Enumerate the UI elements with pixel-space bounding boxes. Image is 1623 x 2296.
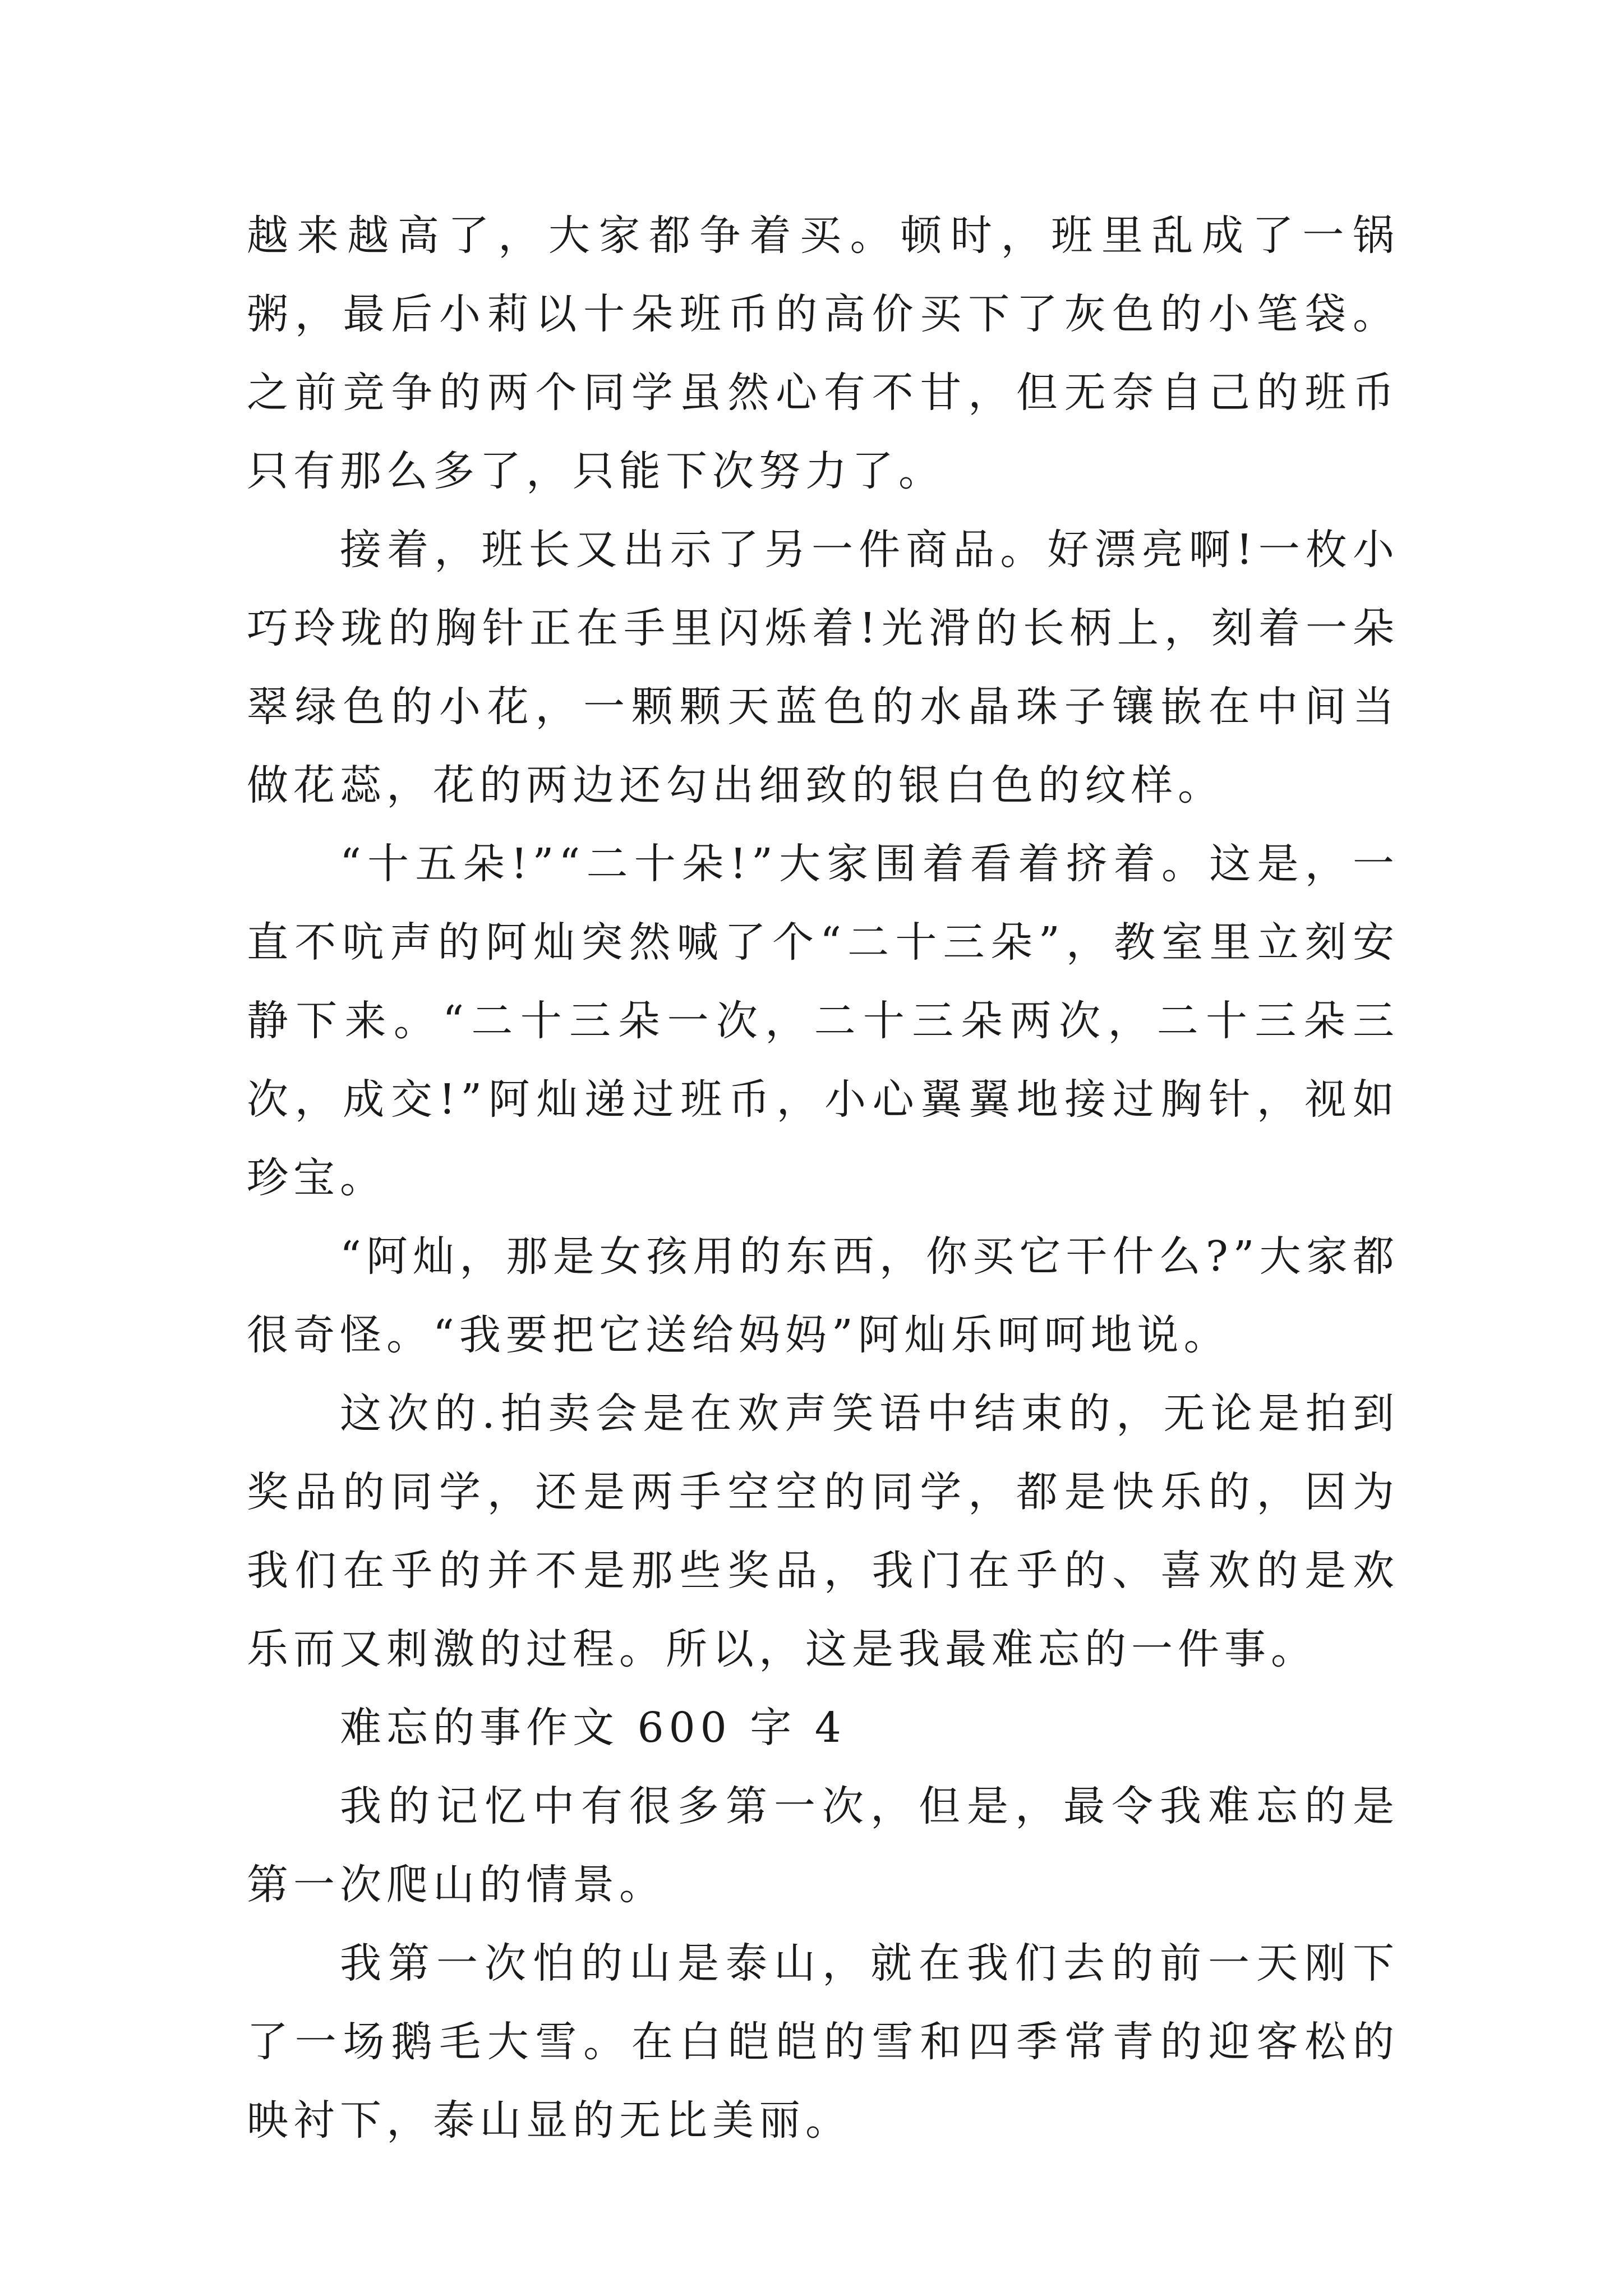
paragraph-memory: 我的记忆中有很多第一次，但是，最令我难忘的是第一次爬山的情景。 bbox=[247, 1782, 1399, 1909]
document-body bbox=[247, 196, 1399, 2160]
paragraph-conclusion: 这次的.拍卖会是在欢声笑语中结束的，无论是拍到奖品的同学，还是两手空空的同学，都是快乐的，因为我们在乎的并不是那些奖品，我门在乎的、喜欢的是欢乐而又刺激的过程。所以，这是我最难忘的一件事。 bbox=[247, 1389, 1399, 1673]
paragraph-acan: “阿灿，那是女孩用的东西，你买它干什么?”大家都很奇怪。“我要把它送给妈妈”阿灿乐呵呵地说。 bbox=[247, 1232, 1399, 1359]
paragraph-brooch: 接着，班长又出示了另一件商品。好漂亮啊!一枚小巧玲珑的胸针正在手里闪烁着!光滑的长柄上，刻着一朵翠绿色的小花，一颗颗天蓝色的水晶珠子镶嵌在中间当做花蕊，花的两边还勾出细致的银白色的纹样。 bbox=[247, 526, 1399, 809]
paragraph-taishan: 我第一次怕的山是泰山，就在我们去的前一天刚下了一场鹅毛大雪。在白皑皑的雪和四季常青的迎客松的映衬下，泰山显的无比美丽。 bbox=[247, 1939, 1399, 2145]
paragraph-continued: 越来越高了，大家都争着买。顿时，班里乱成了一锅粥，最后小莉以十朵班币的高价买下了灰色的小笔袋。之前竞争的两个同学虽然心有不甘，但无奈自己的班币只有那么多了，只能下次努力了。 bbox=[247, 211, 1399, 495]
paragraph-bidding: “十五朵!”“二十朵!”大家围着看着挤着。这是，一直不吭声的阿灿突然喊了个“二十三朵”，教室里立刻安静下来。“二十三朵一次，二十三朵两次，二十三朵三次，成交!”阿灿递过班币，小心翼翼地接过胸针，视如珍宝。 bbox=[247, 840, 1399, 1202]
section-heading: 难忘的事作文 600 字 4 bbox=[340, 1704, 846, 1752]
